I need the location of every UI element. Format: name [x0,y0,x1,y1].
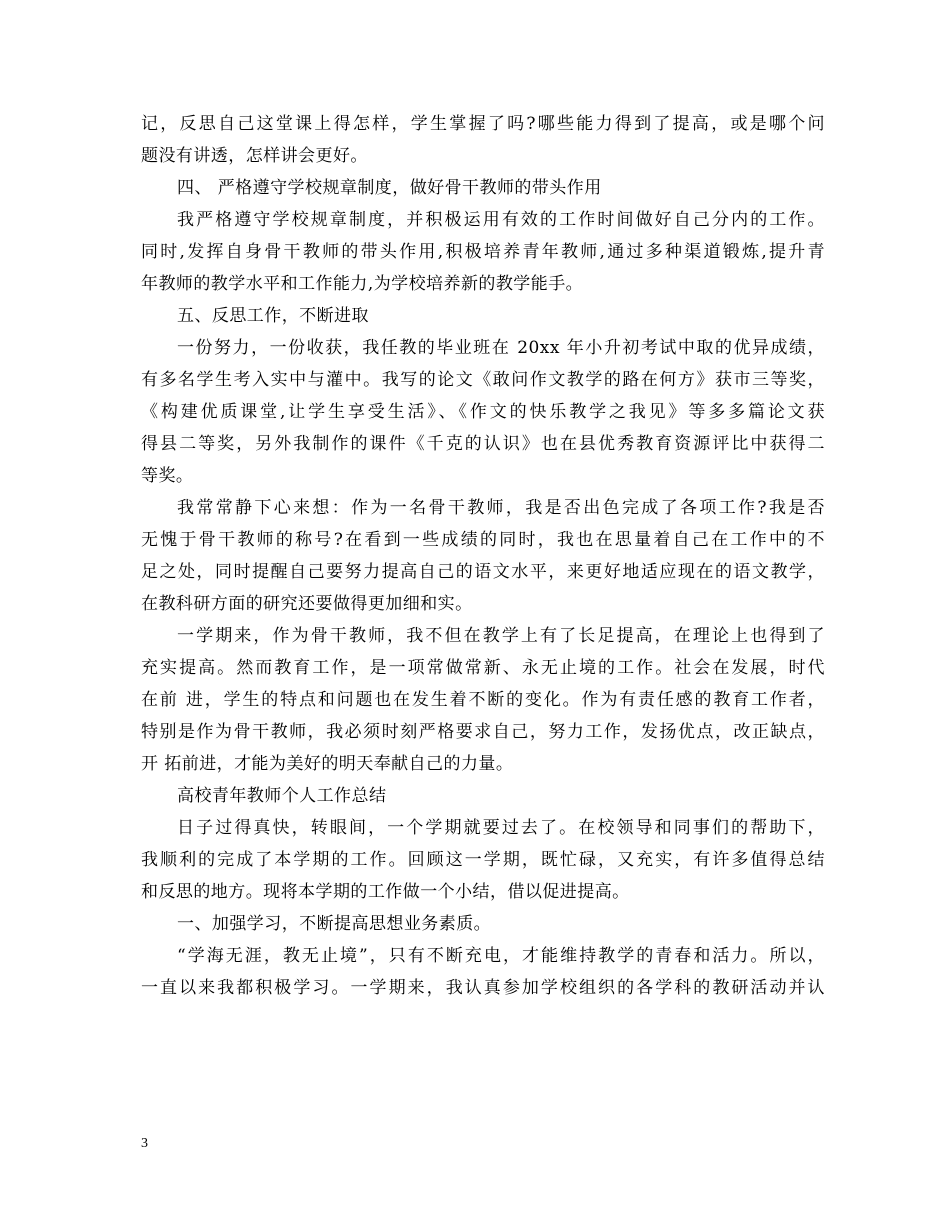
document-title: 高校青年教师个人工作总结 [177,786,387,806]
text-line: 足之处，同时提醒自己要努力提高自己的语文水平，来更好地适应现在的语文教学， [141,562,825,582]
text-line: 我严格遵守学校规章制度，并积极运用有效的工作时间做好自己分内的工作。 [177,210,825,230]
text-line: 我顺利的完成了本学期的工作。回顾这一学期，既忙碌，又充实，有许多值得总结 [141,850,825,870]
text-line: 特别是作为骨干教师，我必须时刻严格要求自己，努力工作，发扬优点，改正缺点， [141,722,825,742]
text-line: 同时,发挥自身骨干教师的带头作用,积极培养青年教师,通过多种渠道锻炼,提升青 [141,242,825,262]
text-line: 和反思的地方。现将本学期的工作做一个小结，借以促进提高。 [141,882,630,902]
section-heading: 一、加强学习，不断提高思想业务素质。 [177,914,492,934]
text-line: 年教师的教学水平和工作能力,为学校培养新的教学能手。 [141,274,584,294]
text-line: 一直以来我都积极学习。一学期来，我认真参加学校组织的各学科的教研活动并认 [141,978,825,998]
text-line: 无愧于骨干教师的称号?在看到一些成绩的同时，我也在思量着自己在工作中的不 [141,530,825,550]
section-heading: 五、反思工作，不断进取 [177,306,369,326]
text-line: 有多名学生考入实中与灌中。我写的论文《敢问作文教学的路在何方》获市三等奖， [141,370,825,390]
section-heading: 四、 严格遵守学校规章制度，做好骨干教师的带头作用 [177,178,602,198]
text-line: 一学期来，作为骨干教师，我不但在教学上有了长足提高，在理论上也得到了 [177,626,825,646]
text-line: 日子过得真快，转眼间，一个学期就要过去了。在校领导和同事们的帮助下， [177,818,825,838]
text-line: 《构建优质课堂,让学生享受生活》、《作文的快乐教学之我见》等多多篇论文获 [141,402,825,422]
page-number: 3 [141,1136,148,1151]
text-line: 记，反思自己这堂课上得怎样，学生掌握了吗?哪些能力得到了提高，或是哪个问 [141,114,825,134]
text-line: 一份努力，一份收获，我任教的毕业班在 20xx 年小升初考试中取的优异成绩， [177,338,825,358]
text-line: 开 拓前进，才能为美好的明天奉献自己的力量。 [141,754,514,774]
text-line: 等奖。 [141,466,194,486]
text-line: 在前 进，学生的特点和问题也在发生着不断的变化。作为有责任感的教育工作者， [141,690,825,710]
text-line: 得县二等奖，另外我制作的课件《千克的认识》也在县优秀教育资源评比中获得二 [141,434,825,454]
text-line: 我常常静下心来想：作为一名骨干教师，我是否出色完成了各项工作?我是否 [177,498,825,518]
text-line: “学海无涯，教无止境”，只有不断充电，才能维持教学的青春和活力。所以， [177,946,825,966]
text-line: 题没有讲透，怎样讲会更好。 [141,146,368,166]
text-line: 在教科研方面的研究还要做得更加细和实。 [141,594,473,614]
text-line: 充实提高。然而教育工作，是一项常做常新、永无止境的工作。社会在发展，时代 [141,658,825,678]
document-body [141,114,825,1010]
